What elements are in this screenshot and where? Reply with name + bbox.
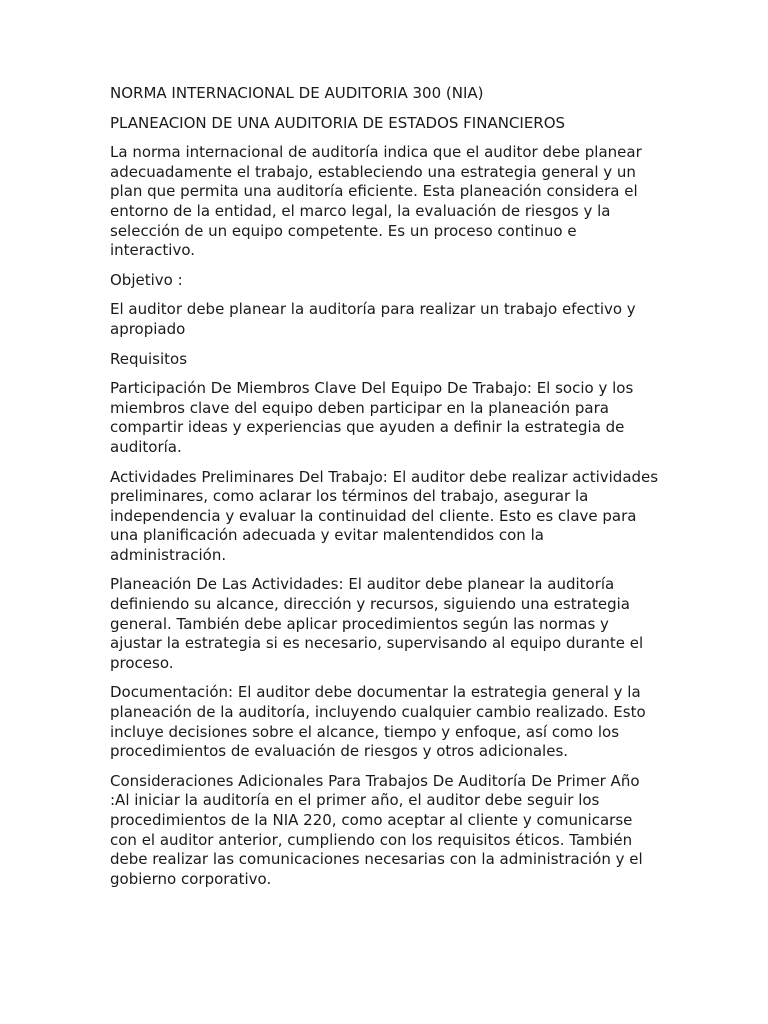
requirement-paragraph: Planeación De Las Actividades: El auditor debe planear la auditoría definiendo su alcance, dirección y recursos, siguiendo una estrategia general. También debe aplicar procedimientos según las normas y ajustar la estrategia si es necesario, supervisando al equipo durante el proceso. — [110, 575, 644, 672]
document-title: NORMA INTERNACIONAL DE AUDITORIA 300 (NIA) — [110, 84, 484, 102]
requirements-heading: Requisitos — [110, 349, 188, 368]
requirement-paragraph: Participación De Miembros Clave Del Equipo De Trabajo: El socio y los miembros clave del equipo deben participar en la planeación para compartir ideas y experiencias que ayuden a definir la estrategia de auditoría. — [110, 379, 634, 456]
requirement-paragraph: Consideraciones Adicionales Para Trabajos De Auditoría De Primer Año :Al iniciar la auditoría en el primer año, el auditor debe seguir los procedimientos de la NIA 220, como aceptar al cliente y comunicarse con el auditor anterior, cumpliendo con los requisitos éticos. También debe realizar las comunicaciones necesarias con la administración y el gobierno corporativo. — [110, 771, 643, 888]
objective-paragraph: El auditor debe planear la auditoría para realizar un trabajo efectivo y apropiado — [110, 300, 636, 338]
document-subtitle: PLANEACION DE UNA AUDITORIA DE ESTADOS FINANCIEROS — [110, 113, 566, 132]
requirement-paragraph: Documentación: El auditor debe documentar la estrategia general y la planeación de la auditoría, incluyendo cualquier cambio realizado. Esto incluye decisiones sobre el alcance, tiempo y enfoque, así como los procedimientos de evaluación de riesgos y otros adicionales. — [110, 683, 646, 761]
document-page — [110, 84, 662, 899]
objective-heading: Objetivo : — [110, 270, 183, 289]
intro-paragraph: La norma internacional de auditoría indica que el auditor debe planear adecuadamente el trabajo, estableciendo una estrategia general y un plan que permita una auditoría eficiente. Esta planeación considera el entorno de la entidad, el marco legal, la evaluación de riesgos y la selección de un equipo competente. Es un proceso continuo e interactivo. — [110, 143, 642, 260]
requirement-paragraph: Actividades Preliminares Del Trabajo: El auditor debe realizar actividades preliminares, como aclarar los términos del trabajo, asegurar la independencia y evaluar la continuidad del cliente. Esto es clave para una planificación adecuada y evitar malentendidos con la administración. — [110, 467, 659, 564]
